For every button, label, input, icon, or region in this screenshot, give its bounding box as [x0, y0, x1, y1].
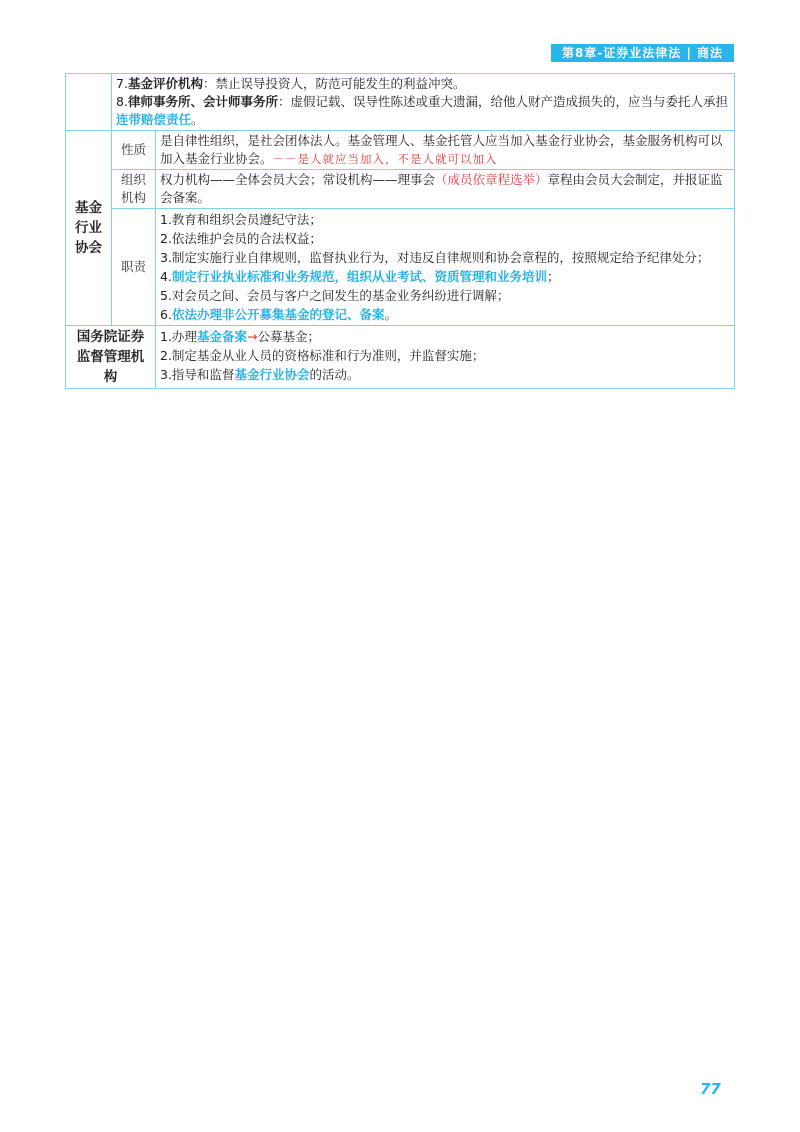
table-row-state-council	[66, 326, 735, 389]
page-number: 77	[700, 1080, 721, 1098]
item-7: 7.基金评价机构：禁止误导投资人，防范可能发生的利益冲突。	[116, 76, 466, 91]
category-state-council: 国务院证券监督管理机构	[66, 326, 156, 389]
duty-1: 1.教育和组织会员遵纪守法；	[160, 212, 322, 227]
continued-items-cell	[112, 74, 735, 131]
sc-item-3: 3.指导和监督基金行业协会的活动。	[160, 367, 360, 382]
table-row-organization	[66, 170, 735, 209]
state-council-content	[156, 326, 735, 389]
table-row-nature	[66, 131, 735, 170]
duty-3: 3.制定实施行业自律规则，监督执业行为，对违反自律规则和协会章程的，按照规定给予纪律处分；	[160, 250, 710, 265]
category-fund-association: 基金行业协会	[66, 131, 112, 326]
arrow-icon: →	[246, 329, 258, 344]
duty-2: 2.依法维护会员的合法权益；	[160, 231, 322, 246]
sc-item-1: 1.办理基金备案→公募基金；	[160, 329, 320, 344]
empty-cell	[66, 74, 112, 131]
item-8: 8.律师事务所、会计师事务所：虚假记载、误导性陈述或重大遗漏，给他人财产造成损失的，应当与委托人承担连带赔偿责任。	[116, 94, 728, 127]
table-row-top	[66, 74, 735, 131]
chapter-header: 第8章-证券业法律法 | 商法	[551, 44, 734, 62]
label-nature: 性质	[112, 131, 156, 170]
duties-content	[156, 209, 735, 326]
table-row-duties	[66, 209, 735, 326]
duty-5: 5.对会员之间、会员与客户之间发生的基金业务纠纷进行调解；	[160, 288, 510, 303]
duty-6: 6.依法办理非公开募集基金的登记、备案。	[160, 307, 397, 322]
nature-content: 是自律性组织，是社会团体法人。基金管理人、基金托管人应当加入基金行业协会，基金服务机构可以加入基金行业协会。－－是人就应当加入，不是人就可以加入	[156, 131, 735, 170]
label-duties: 职责	[112, 209, 156, 326]
duty-4: 4.制定行业执业标准和业务规范，组织从业考试、资质管理和业务培训；	[160, 269, 560, 284]
label-organization: 组织机构	[112, 170, 156, 209]
sc-item-2: 2.制定基金从业人员的资格标准和行为准则，并监督实施；	[160, 348, 485, 363]
nature-note: －－是人就应当加入，不是人就可以加入	[272, 152, 498, 166]
organization-content: 权力机构——全体会员大会；常设机构——理事会（成员依章程选举）章程由会员大会制定，并报证监会备案。	[156, 170, 735, 209]
content-table	[65, 73, 735, 389]
